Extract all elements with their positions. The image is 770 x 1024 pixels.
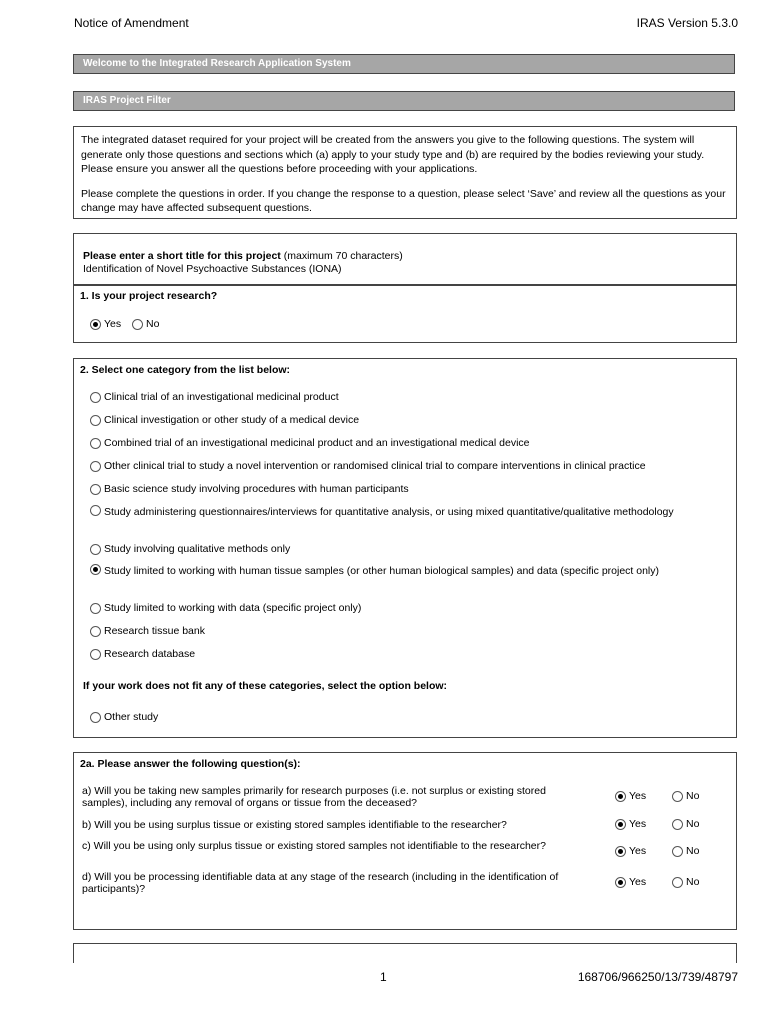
radio-unselected-icon[interactable] (90, 544, 101, 555)
radio-selected-icon[interactable] (615, 846, 626, 857)
q2-other-prompt: If your work does not fit any of these categories, select the option below: (83, 680, 448, 692)
radio-unselected-icon[interactable] (132, 319, 143, 330)
intro-paragraph-2: Please complete the questions in order. If you change the response to a question, please select ‘Save’ and review all the questions as your change may have affected subsequent questions. (81, 187, 726, 214)
question-1-label: 1. Is your project research? (80, 290, 218, 302)
no-label: No (686, 790, 700, 802)
yes-label: Yes (629, 876, 647, 888)
radio-selected-icon[interactable] (615, 877, 626, 888)
radio-selected-icon[interactable] (615, 791, 626, 802)
footer-page-number: 1 (380, 970, 387, 984)
q2-option-label: Study administering questionnaires/interviews for quantitative analysis, or using mixed quantitative/qualitative methodology (104, 506, 674, 518)
q2a-d-yes[interactable] (615, 876, 646, 888)
q2-other-label: Other study (104, 711, 159, 723)
no-label: No (686, 818, 700, 830)
question-2-label: 2. Select one category from the list below: (80, 364, 291, 376)
question-2-box (73, 358, 737, 738)
radio-unselected-icon[interactable] (90, 603, 101, 614)
q2-option-3[interactable] (90, 459, 646, 474)
q2-option-label: Other clinical trial to study a novel intervention or randomised clinical trial to compare interventions in clinical practice (104, 460, 646, 472)
radio-unselected-icon[interactable] (90, 392, 101, 403)
project-filter-bar: IRAS Project Filter (73, 91, 735, 111)
radio-unselected-icon[interactable] (90, 712, 101, 723)
q2a-d-no[interactable] (672, 876, 699, 888)
radio-selected-icon[interactable] (90, 319, 101, 330)
q2a-c-yes[interactable] (615, 845, 646, 857)
radio-unselected-icon[interactable] (90, 484, 101, 495)
intro-box (73, 126, 737, 219)
q2-option-8[interactable] (90, 601, 361, 616)
radio-unselected-icon[interactable] (90, 626, 101, 637)
short-title-value[interactable]: Identification of Novel Psychoactive Substances (IONA) (83, 263, 342, 275)
q2a-c-no[interactable] (672, 845, 699, 857)
next-section-box (73, 943, 737, 963)
radio-unselected-icon[interactable] (672, 877, 683, 888)
q2a-question-b: b) Will you be using surplus tissue or existing stored samples identifiable to the researcher? (82, 819, 507, 831)
q2a-b-yes[interactable] (615, 818, 646, 830)
question-2a-box (73, 752, 737, 930)
welcome-bar: Welcome to the Integrated Research Application System (73, 54, 735, 74)
radio-unselected-icon[interactable] (672, 791, 683, 802)
q2-option-9[interactable] (90, 624, 205, 639)
q2a-a-no[interactable] (672, 790, 699, 802)
radio-unselected-icon[interactable] (90, 505, 101, 516)
intro-paragraph-1: The integrated dataset required for your project will be created from the answers you give to the following questions. The system will generate only those questions and sections which (a) apply to your study type and (b) are required by the bodies reviewing your study. Please ensure you answer all the questions before proceeding with your applications. (81, 134, 705, 175)
yes-label: Yes (629, 790, 647, 802)
q1-no-option[interactable] (132, 317, 159, 332)
q2a-b-no[interactable] (672, 818, 699, 830)
no-label: No (686, 845, 700, 857)
radio-selected-icon[interactable] (615, 819, 626, 830)
radio-unselected-icon[interactable] (672, 846, 683, 857)
radio-unselected-icon[interactable] (90, 461, 101, 472)
q2-option-0[interactable] (90, 390, 339, 405)
q2-option-label: Research database (104, 648, 196, 660)
yes-label: Yes (629, 845, 647, 857)
q2-option-label: Clinical trial of an investigational medicinal product (104, 391, 339, 403)
q2-option-2[interactable] (90, 436, 530, 451)
q2a-a-yes[interactable] (615, 790, 646, 802)
header-document-type: Notice of Amendment (74, 16, 189, 30)
question-1-box (73, 285, 737, 343)
q2-option-label: Basic science study involving procedures with human participants (104, 483, 409, 495)
q2-other-option[interactable] (90, 710, 158, 725)
no-label: No (686, 876, 700, 888)
q2-option-label: Clinical investigation or other study of a medical device (104, 414, 360, 426)
q2-option-6[interactable] (90, 542, 290, 557)
radio-unselected-icon[interactable] (672, 819, 683, 830)
radio-selected-icon[interactable] (90, 564, 101, 575)
q2-option-label: Research tissue bank (104, 625, 205, 637)
short-title-hint: (maximum 70 characters) (280, 250, 403, 262)
q2-option-4[interactable] (90, 482, 409, 497)
yes-label: Yes (629, 818, 647, 830)
q2-option-label: Study limited to working with human tissue samples (or other human biological samples) and data (specific project only) (104, 565, 660, 577)
short-title-label: Please enter a short title for this project (83, 250, 281, 262)
short-title-box (73, 233, 737, 285)
q2a-question-d: d) Will you be processing identifiable data at any stage of the research (including in the identification of participants)? (82, 871, 559, 895)
radio-unselected-icon[interactable] (90, 438, 101, 449)
question-2a-label: 2a. Please answer the following question(s): (80, 758, 301, 770)
q2a-question-a: a) Will you be taking new samples primarily for research purposes (i.e. not surplus or existing stored samples), including any removal of organs or tissue from the deceased? (82, 785, 546, 809)
q1-yes-option[interactable] (90, 317, 121, 332)
q1-yes-label: Yes (104, 318, 122, 330)
q2-option-label: Combined trial of an investigational medicinal product and an investigational medical device (104, 437, 530, 449)
q2a-question-c: c) Will you be using only surplus tissue or existing stored samples not identifiable to the researcher? (82, 840, 546, 852)
header-version: IRAS Version 5.3.0 (636, 16, 738, 30)
q2-option-1[interactable] (90, 413, 359, 428)
q2-option-7[interactable] (82, 564, 722, 579)
q1-no-label: No (146, 318, 160, 330)
radio-unselected-icon[interactable] (90, 649, 101, 660)
q2-option-label: Study involving qualitative methods only (104, 543, 291, 555)
radio-unselected-icon[interactable] (90, 415, 101, 426)
q2-option-5[interactable] (82, 505, 722, 520)
q2-option-label: Study limited to working with data (specific project only) (104, 602, 362, 614)
q2-option-10[interactable] (90, 647, 195, 662)
short-title-label-line (83, 250, 727, 263)
footer-reference-id: 168706/966250/13/739/48797 (577, 970, 738, 984)
